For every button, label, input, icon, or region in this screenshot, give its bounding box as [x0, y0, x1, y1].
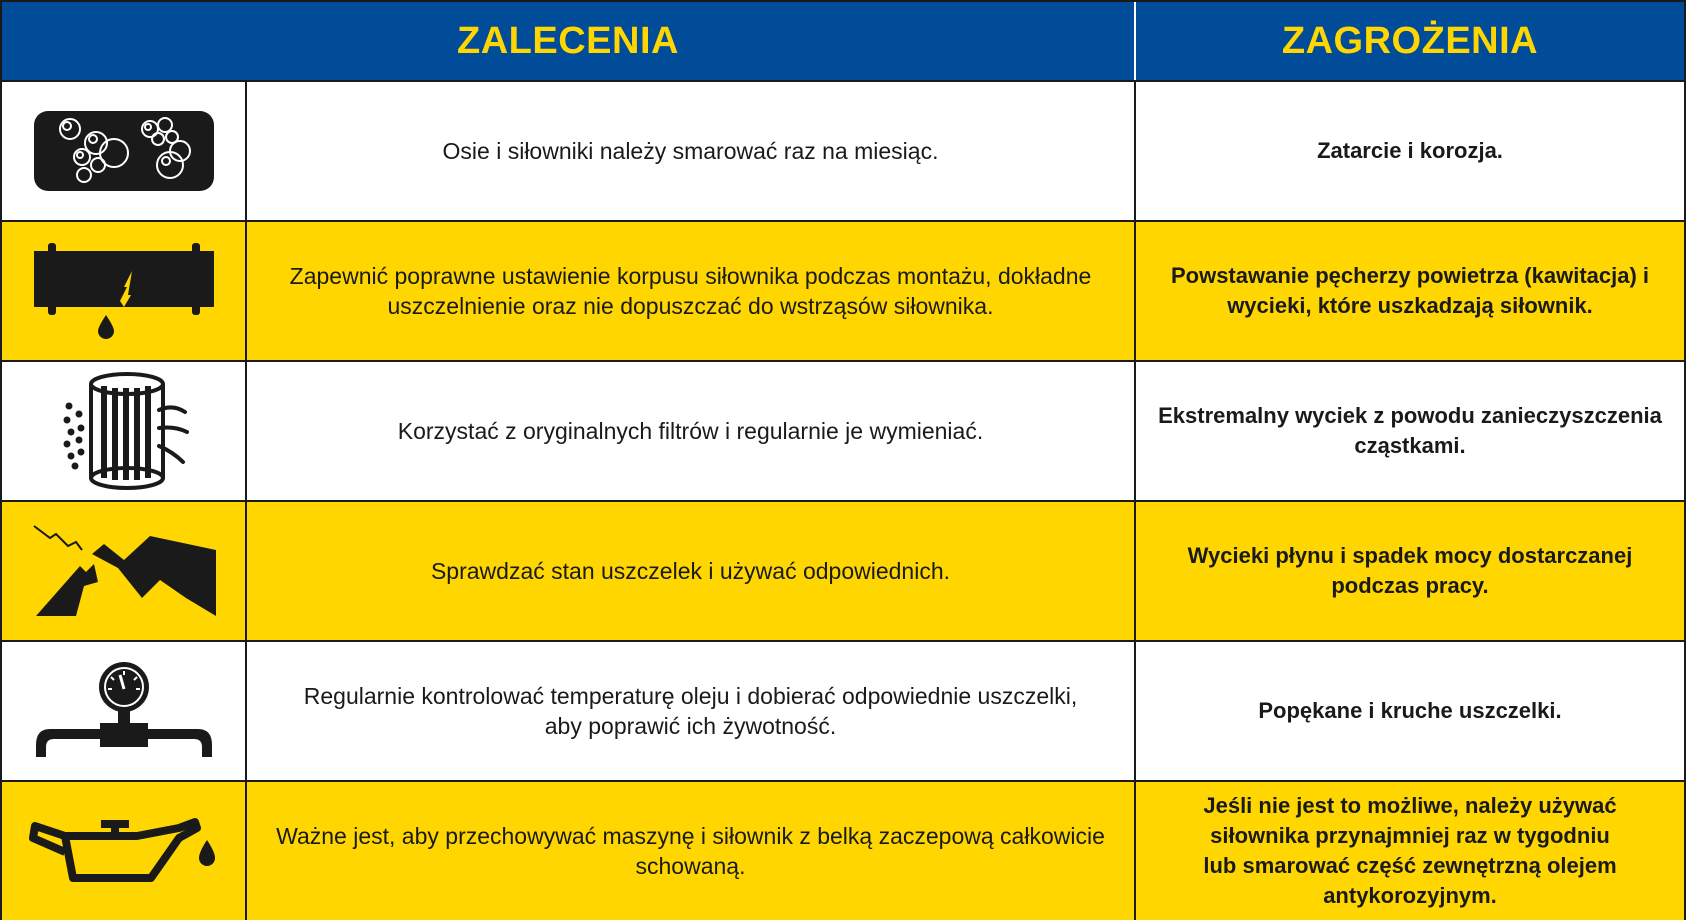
icon-cell: [2, 782, 247, 920]
icon-cell: [2, 502, 247, 640]
recommendations-header: ZALECENIA: [2, 2, 1136, 80]
recommendation-text: Ważne jest, aby przechowywać maszynę i siłownik z belką zaczepową całkowicie schowaną.: [247, 782, 1136, 920]
threat-text: Ekstremalny wyciek z powodu zanieczyszczenia cząstkami.: [1158, 403, 1662, 458]
table-row: [2, 82, 1684, 222]
table-row: [2, 222, 1684, 362]
table-row: [2, 502, 1684, 642]
threat-text: Popękane i kruche uszczelki.: [1258, 698, 1562, 723]
threats-header: ZAGROŻENIA: [1281, 19, 1539, 62]
table-row: [2, 782, 1684, 920]
icon-cell: [2, 362, 247, 500]
recommendation-text: Sprawdzać stan uszczelek i używać odpowiednich.: [247, 502, 1136, 640]
table-row: [2, 362, 1684, 502]
cracked-seal-icon: [32, 524, 216, 618]
cylinder-leak-icon: [32, 243, 216, 339]
recommendation-text: Osie i siłowniki należy smarować raz na miesiąc.: [247, 82, 1136, 220]
recommendation-text: Regularnie kontrolować temperaturę oleju i dobierać odpowiednie uszczelki, aby poprawić ich żywotność.: [247, 642, 1136, 780]
oil-can-icon: [29, 808, 219, 894]
threat-text: Wycieki płynu i spadek mocy dostarczanej podczas pracy.: [1187, 543, 1633, 598]
bubbles-icon: [32, 109, 216, 193]
recommendation-text: Zapewnić poprawne ustawienie korpusu siłownika podczas montażu, dokładne uszczelnienie oraz nie dopuszczać do wstrząsów siłownika.: [247, 222, 1136, 360]
pressure-gauge-icon: [32, 661, 216, 761]
filter-icon: [59, 370, 189, 492]
table-row: [2, 642, 1684, 782]
threat-text: Jeśli nie jest to możliwe, należy używać siłownika przynajmniej raz w tygodniu lub smarować część zewnętrzną olejem antykorozyjnym.: [1203, 793, 1617, 908]
table-header: [2, 2, 1684, 82]
icon-cell: [2, 222, 247, 360]
icon-cell: [2, 642, 247, 780]
threat-text: Powstawanie pęcherzy powietrza (kawitacja) i wycieki, które uszkadzają siłownik.: [1170, 263, 1650, 318]
recommendation-text: Korzystać z oryginalnych filtrów i regularnie je wymieniać.: [247, 362, 1136, 500]
icon-cell: [2, 82, 247, 220]
threat-text: Zatarcie i korozja.: [1317, 138, 1503, 163]
